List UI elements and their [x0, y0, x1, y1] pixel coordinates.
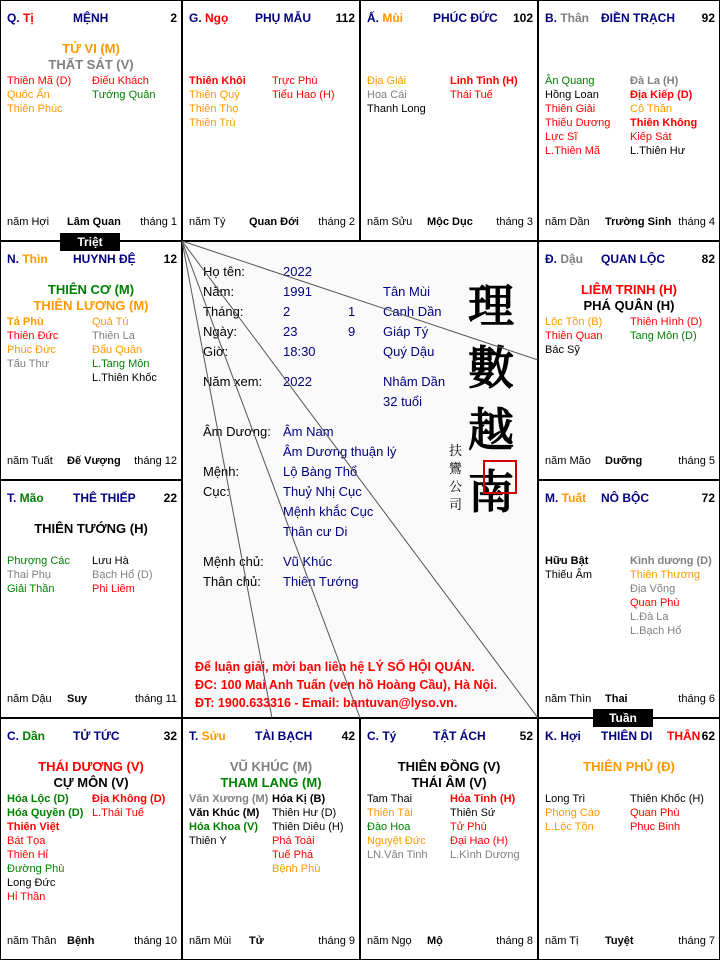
palace-name: QUAN LỘC [601, 252, 665, 266]
palace-month: tháng 11 [134, 693, 177, 705]
palace-footer [545, 216, 715, 230]
palace-footer [189, 935, 355, 949]
palace-footer [545, 693, 715, 707]
center-menhchu-value: Vũ Khúc [283, 554, 333, 569]
minor-star: Thiên Đức [7, 330, 59, 342]
minor-star: Hóa Quyền (D) [7, 807, 84, 819]
center-amduong-value: Âm Nam [283, 424, 334, 439]
main-star: THÁI ÂM (V) [411, 775, 487, 790]
minor-star: Hỏa Tinh (H) [450, 793, 516, 805]
minor-star: L.Đà La [630, 611, 669, 623]
center-hour-value: 18:30 [283, 344, 316, 359]
minor-star: Phúc Đức [7, 344, 56, 356]
palace-stage: Trường Sinh [605, 216, 672, 228]
palace-footer [545, 455, 715, 469]
calligraphy-char: 越 [468, 403, 514, 457]
palace-stage: Quan Đới [249, 216, 299, 228]
center-month-canchi: Canh Dần [383, 304, 442, 319]
main-star: THIÊN PHỦ (Đ) [583, 759, 675, 774]
center-view-value: 2022 [283, 374, 312, 389]
minor-star: Thai Phụ [7, 569, 52, 581]
palace-name: PHÚC ĐỨC [433, 11, 498, 25]
chart-center [182, 241, 538, 718]
palace-year: năm Sửu [367, 216, 413, 228]
red-seal-stamp [483, 460, 517, 494]
palace-name: PHỤ MẪU [255, 11, 311, 25]
palace-ty [360, 718, 538, 960]
palace-footer [367, 216, 533, 230]
center-day-label: Ngày: [203, 324, 237, 339]
palace-month: tháng 4 [678, 216, 715, 228]
palace-year: năm Hợi [7, 216, 50, 228]
main-star: THIÊN ĐỒNG (V) [397, 759, 501, 774]
main-stars [539, 282, 719, 314]
palace-year: năm Tị [545, 935, 579, 947]
main-star: THÁI DƯƠNG (V) [38, 759, 144, 774]
center-thanchu-label: Thân chủ: [203, 574, 261, 589]
main-star: LIÊM TRINH (H) [580, 282, 678, 297]
minor-star: Long Đức [7, 877, 56, 889]
palace-stage: Đế Vượng [67, 455, 121, 467]
center-age: 32 tuổi [383, 394, 423, 409]
palace-number: 42 [341, 729, 355, 743]
center-month-value: 2 [283, 304, 291, 319]
minor-star: Thiên Phúc [7, 103, 63, 115]
palace-branch: K. Hợi [545, 729, 581, 743]
palace-mui [360, 0, 538, 241]
palace-number: 62 [701, 729, 715, 743]
minor-star: Bệnh Phù [272, 863, 321, 875]
palace-branch: B. Thân [545, 11, 590, 25]
minor-star: Tam Thai [367, 793, 413, 805]
minor-star: Thiên Y [189, 835, 227, 847]
palace-stage: Bệnh [67, 935, 95, 947]
palace-stage: Thai [605, 693, 628, 705]
palace-name: THIÊN DI [601, 729, 653, 743]
main-stars [183, 759, 359, 791]
triet-badge: Triệt [60, 233, 120, 251]
seal-char: 鸞 [449, 461, 463, 476]
palace-footer [7, 935, 177, 949]
palace-footer [545, 935, 715, 949]
minor-star: Tuế Phá [272, 849, 314, 861]
palace-branch: C. Dần [7, 729, 46, 743]
minor-star: Tả Phù [7, 316, 44, 328]
minor-star: Giải Thần [7, 583, 55, 595]
minor-star: Thiên Hỉ [7, 849, 48, 861]
palace-month: tháng 9 [318, 935, 355, 947]
palace-than [538, 0, 720, 241]
palace-footer [7, 216, 177, 230]
main-stars [539, 759, 719, 775]
palace-number: 12 [163, 252, 177, 266]
main-star: THAM LANG (M) [220, 775, 322, 790]
palace-name: ĐIỀN TRẠCH [601, 11, 675, 25]
palace-footer [7, 455, 177, 469]
minor-star: Phá Toái [272, 835, 315, 847]
center-month-label: Tháng: [203, 304, 244, 319]
palace-name: THÊ THIẾP [73, 491, 136, 505]
palace-name: TỬ TỨC [73, 729, 120, 743]
palace-branch: Đ. Dậu [545, 252, 584, 266]
minor-star: Linh Tinh (H) [450, 75, 518, 87]
center-menh-value: Lộ Bàng Thổ [283, 464, 358, 479]
palace-year: năm Thìn [545, 693, 592, 705]
palace-name: MỆNH [73, 11, 109, 25]
palace-suu [182, 718, 360, 960]
minor-star: Thiên Sứ [450, 807, 496, 819]
minor-star: Đẩu Quân [92, 344, 143, 356]
palace-name: HUYNH ĐỆ [73, 252, 136, 266]
center-than-cu: Thân cư Di [283, 524, 348, 539]
palace-number: 2 [170, 11, 177, 25]
main-star: THIÊN CƠ (M) [47, 282, 135, 297]
minor-star: Đường Phù [7, 863, 65, 875]
palace-year: năm Tuất [7, 455, 53, 467]
than-marker: THÂN [667, 729, 701, 743]
contact-line: ĐT: 1900.633316 - Email: bantuvan@lyso.vn. [195, 696, 458, 710]
minor-star: Hoa Cái [367, 89, 407, 101]
minor-star: Văn Khúc (M) [189, 807, 260, 819]
calligraphy-char: 理 [468, 279, 514, 333]
minor-star: Phi Liêm [92, 583, 135, 595]
center-view-canchi: Nhâm Dần [383, 374, 446, 389]
calligraphy-char: 南 [468, 465, 514, 519]
minor-star: Quan Phù [630, 807, 680, 819]
palace-number: 112 [335, 11, 355, 25]
minor-star: Bác Sỹ [545, 344, 580, 356]
palace-dau [538, 241, 720, 480]
main-star: VŨ KHÚC (M) [229, 759, 313, 774]
minor-star: Nguyệt Đức [367, 835, 426, 847]
palace-branch: M. Tuất [545, 491, 587, 505]
center-amduong-label: Âm Dương: [203, 424, 271, 439]
minor-star: L.Lộc Tồn [545, 821, 594, 833]
palace-branch: Q. Tị [7, 11, 34, 25]
tuan-badge: Tuần [593, 709, 653, 727]
minor-star: Thiên Không [630, 117, 698, 129]
minor-star: Lộc Tồn (B) [545, 316, 603, 328]
main-star: CỰ MÔN (V) [53, 775, 129, 790]
minor-star: Tướng Quân [92, 89, 156, 101]
minor-star: Thiên Hư (D) [272, 807, 337, 819]
minor-star: Tang Môn (D) [630, 330, 697, 342]
palace-ngo [182, 0, 360, 241]
palace-stage: Lâm Quan [67, 216, 121, 228]
minor-star: Thiên Trù [189, 117, 236, 129]
main-star: PHÁ QUÂN (H) [583, 298, 675, 313]
minor-star: Văn Xương (M) [189, 793, 269, 805]
palace-name: TÀI BẠCH [255, 729, 313, 743]
main-stars [1, 759, 181, 791]
center-month-lunar: 1 [348, 304, 356, 319]
palace-branch: Ấ. Mùi [367, 11, 404, 25]
minor-star: Phượng Các [7, 555, 70, 567]
palace-stage: Tuyệt [605, 935, 634, 947]
minor-star: Tử Phù [450, 821, 487, 833]
minor-star: Thiên Quý [189, 89, 240, 101]
palace-year: năm Ngọ [367, 935, 412, 947]
palace-number: 102 [512, 11, 533, 25]
palace-month: tháng 10 [134, 935, 177, 947]
palace-year: năm Dậu [7, 693, 52, 705]
palace-year: năm Thân [7, 935, 57, 947]
palace-number: 92 [701, 11, 715, 25]
minor-star: Cô Thần [630, 103, 672, 115]
minor-star: Thiên Mã (D) [7, 75, 72, 87]
minor-star: Địa Không (D) [92, 793, 166, 805]
palace-mao [0, 480, 182, 718]
palace-year: năm Tý [189, 216, 226, 228]
minor-star: Phong Cáo [545, 807, 601, 819]
minor-star: Thiên Thương [630, 569, 701, 581]
minor-star: Ân Quang [545, 75, 595, 87]
palace-stage: Dưỡng [605, 455, 643, 467]
palace-number: 52 [519, 729, 533, 743]
palace-month: tháng 6 [678, 693, 715, 705]
minor-star: L.Kình Dương [450, 849, 520, 861]
center-cuc-label: Cục: [203, 484, 230, 499]
minor-star: Thiên Thọ [189, 103, 239, 115]
center-cuc-value: Thuỷ Nhị Cục [283, 484, 362, 499]
main-stars [1, 282, 181, 314]
minor-star: Địa Kiếp (D) [630, 89, 693, 101]
minor-star: Điếu Khách [92, 75, 149, 87]
minor-star: Kiếp Sát [630, 131, 672, 143]
palace-stage: Suy [67, 693, 88, 705]
minor-star: Thái Tuế [450, 89, 493, 101]
minor-star: Địa Giải [367, 75, 407, 87]
palace-stage: Mộc Dục [427, 216, 473, 228]
palace-year: năm Dần [545, 216, 590, 228]
center-year-label: Năm: [203, 284, 235, 299]
main-stars [1, 41, 181, 73]
main-star: TỬ VI (M) [62, 41, 120, 56]
minor-star: Lực Sĩ [545, 131, 578, 143]
minor-star: Quan Phù [630, 597, 680, 609]
center-menhchu-label: Mệnh chủ: [203, 554, 264, 569]
palace-stage: Mộ [427, 935, 443, 947]
center-view-label: Năm xem: [203, 374, 263, 389]
palace-ti [0, 0, 182, 241]
minor-star: Hỉ Thần [7, 891, 46, 903]
center-day-lunar: 9 [348, 324, 356, 339]
minor-star: Thiên La [92, 330, 135, 342]
minor-star: Thiên Việt [7, 821, 60, 833]
minor-star: Quả Tú [92, 316, 129, 328]
minor-star: Thiên Quan [545, 330, 603, 342]
minor-star: L.Tang Môn [92, 358, 150, 370]
minor-star: Hóa Khoa (V) [189, 821, 259, 833]
minor-star: Bát Tọa [7, 835, 46, 847]
palace-footer [189, 216, 355, 230]
center-year-canchi: Tân Mùi [383, 284, 430, 299]
minor-star: Hồng Loan [545, 89, 599, 101]
center-day-value: 23 [283, 324, 298, 339]
minor-star: Đại Hao (H) [450, 835, 509, 847]
seal-char: 公 [449, 479, 463, 494]
minor-star: L.Thiên Khốc [92, 372, 157, 384]
minor-star: L.Thiên Hư [630, 145, 686, 157]
center-year-value: 1991 [283, 284, 312, 299]
palace-month: tháng 2 [318, 216, 355, 228]
minor-star: Trực Phù [272, 75, 318, 87]
minor-star: Long Trì [545, 793, 586, 805]
minor-star: Thanh Long [367, 103, 426, 115]
calligraphy-char: 數 [468, 341, 514, 395]
minor-star: Kình dương (D) [630, 555, 712, 567]
palace-month: tháng 3 [496, 216, 533, 228]
palace-month: tháng 12 [134, 455, 177, 467]
seal-char: 司 [449, 497, 463, 512]
minor-star: Thiên Khôi [189, 75, 246, 87]
main-star: THIÊN LƯƠNG (M) [33, 298, 149, 313]
center-hour-canchi: Quý Dậu [383, 344, 435, 359]
palace-month: tháng 8 [496, 935, 533, 947]
center-name-label: Họ tên: [203, 264, 245, 279]
palace-name: TẬT ÁCH [433, 729, 486, 743]
seal-text [449, 442, 465, 514]
palace-branch: G. Ngọ [189, 11, 229, 25]
minor-star: L.Thiên Mã [545, 145, 601, 157]
minor-star: Đà La (H) [630, 75, 679, 87]
minor-star: Quốc Ấn [7, 89, 50, 101]
minor-star: Thiên Tài [367, 807, 413, 819]
minor-star: Thiếu Âm [545, 569, 593, 581]
main-stars [1, 521, 181, 537]
palace-stage: Tử [249, 935, 264, 947]
main-star: THIÊN TƯỚNG (H) [34, 521, 148, 536]
minor-star: Tiểu Hao (H) [272, 89, 335, 101]
center-amduong-note: Âm Dương thuận lý [283, 444, 397, 459]
palace-tuat [538, 480, 720, 718]
center-day-canchi: Giáp Tý [383, 324, 429, 339]
main-star: THẤT SÁT (V) [48, 57, 134, 72]
palace-name: NÔ BỘC [601, 491, 649, 505]
minor-star: LN.Văn Tinh [367, 849, 428, 861]
minor-star: Đào Hoa [367, 821, 411, 833]
palace-number: 22 [163, 491, 177, 505]
palace-month: tháng 1 [140, 216, 177, 228]
palace-hoi [538, 718, 720, 960]
center-menh-label: Mệnh: [203, 464, 240, 479]
contact-line: Để luận giải, mời bạn liên hệ LÝ SỐ HỘI QUÁN. [195, 660, 475, 674]
minor-star: L.Thái Tuế [92, 807, 144, 819]
minor-star: Thiên Giải [545, 103, 596, 115]
minor-star: L.Bạch Hổ [630, 625, 682, 637]
palace-branch: T. Mão [7, 491, 44, 505]
palace-footer [7, 693, 177, 707]
minor-star: Thiên Diêu (H) [272, 821, 344, 833]
main-stars [361, 759, 537, 791]
palace-year: năm Mùi [189, 935, 232, 947]
center-cuc-note: Mệnh khắc Cục [283, 504, 374, 519]
minor-star: Thiên Hình (D) [630, 316, 703, 328]
contact-line: ĐC: 100 Mai Anh Tuấn (ven hồ Hoàng Cầu), Hà Nội. [195, 678, 498, 692]
palace-branch: C. Tý [367, 729, 397, 743]
palace-branch: N. Thìn [7, 252, 48, 266]
center-thanchu-value: Thiên Tướng [283, 574, 359, 589]
palace-month: tháng 7 [678, 935, 715, 947]
palace-dan [0, 718, 182, 960]
palace-number: 82 [701, 252, 715, 266]
seal-char: 扶 [449, 443, 463, 458]
palace-thin [0, 241, 182, 480]
minor-star: Địa Võng [630, 583, 676, 595]
minor-star: Thiếu Dương [545, 117, 611, 129]
palace-month: tháng 5 [678, 455, 715, 467]
center-hour-label: Giờ: [203, 344, 229, 359]
minor-star: Hóa Lộc (D) [7, 793, 69, 805]
minor-star: Lưu Hà [92, 555, 129, 567]
minor-star: Tấu Thư [7, 358, 50, 370]
minor-star: Bạch Hổ (D) [92, 569, 153, 581]
minor-star: Hữu Bật [545, 555, 589, 567]
minor-star: Phục Binh [630, 821, 681, 833]
minor-star: Thiên Khốc (H) [630, 793, 704, 805]
palace-number: 32 [163, 729, 177, 743]
minor-star: Hóa Kị (B) [272, 793, 326, 805]
palace-branch: T. Sửu [189, 729, 226, 743]
palace-footer [367, 935, 533, 949]
palace-year: năm Mão [545, 455, 591, 467]
palace-number: 72 [701, 491, 715, 505]
center-name-value: 2022 [283, 264, 312, 279]
